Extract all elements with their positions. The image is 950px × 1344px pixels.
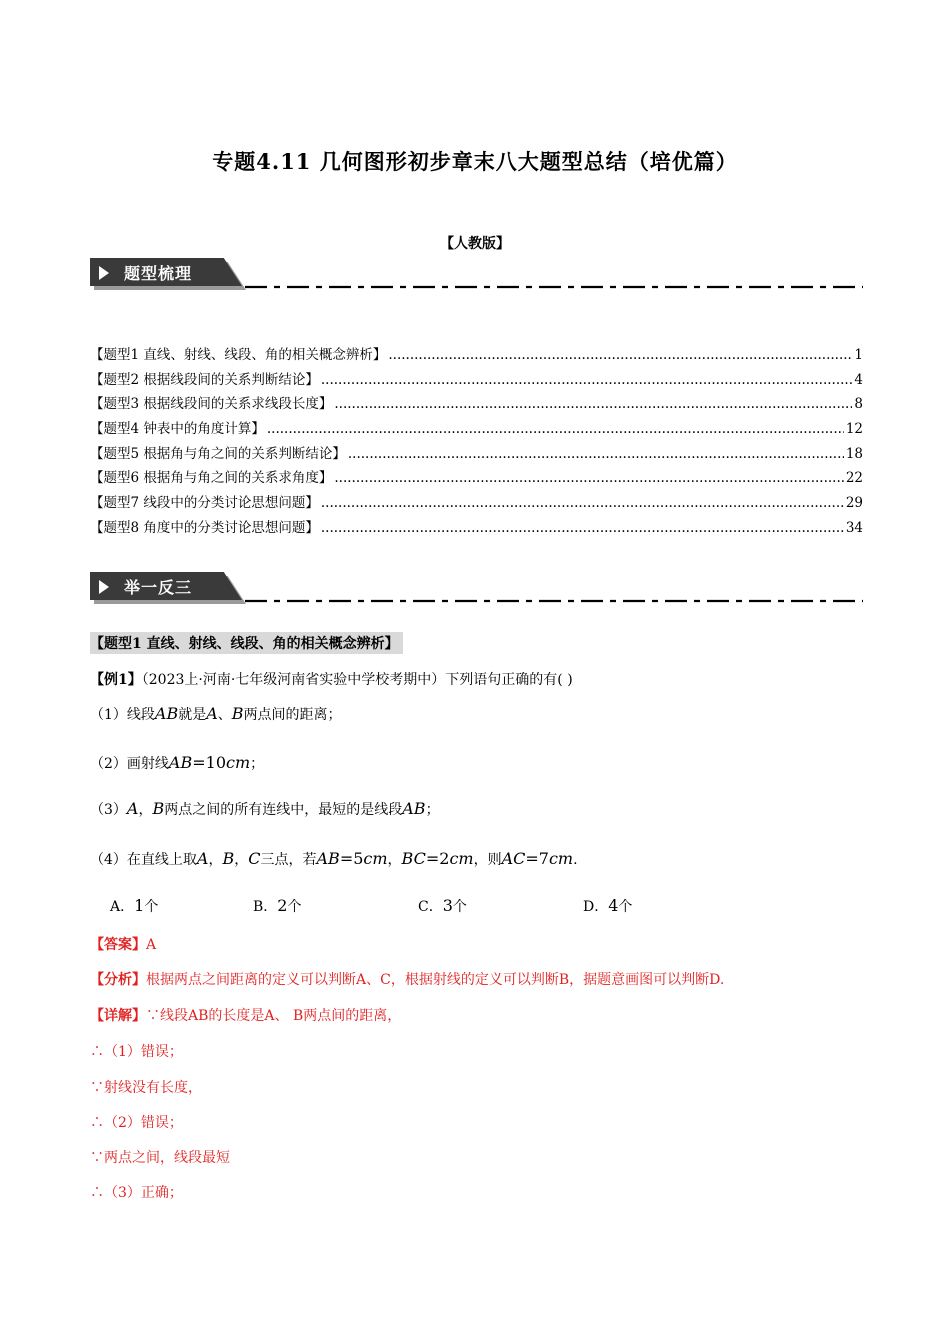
toc-item[interactable]: 【题型6 根据角与角之间的关系求角度】 ..... 22 — [90, 466, 863, 491]
option-b[interactable]: B．2个 — [253, 896, 302, 915]
solution-step: ∵两点之间，线段最短 — [90, 1150, 230, 1166]
dash-dot-divider — [245, 596, 865, 606]
solution-step: ∴（3）正确； — [90, 1185, 183, 1201]
toc-item[interactable]: 【题型5 根据角与角之间的关系判断结论】 ..... 18 — [90, 442, 863, 467]
solution-step: ∵射线没有长度， — [90, 1080, 202, 1096]
example-question: 【例1】（2023上·河南·七年级河南省实验中学校考期中）下列语句正确的有( ) — [90, 672, 573, 688]
solution-step: ∴（2）错误； — [90, 1115, 183, 1131]
section-heading: 【题型1 直线、射线、线段、角的相关概念辨析】 — [90, 632, 403, 654]
solution-step: ∴（1）错误； — [90, 1044, 183, 1060]
option-a[interactable]: A．1个 — [110, 896, 159, 915]
statement-3: （3）A，B两点之间的所有连线中，最短的是线段AB； — [90, 799, 440, 818]
edition-label: 【人教版】 — [440, 236, 510, 252]
banner-label: 举一反三 — [124, 578, 193, 597]
toc-item[interactable]: 【题型7 线段中的分类讨论思想问题】 ..... 29 — [90, 491, 863, 516]
table-of-contents — [90, 343, 863, 541]
detail-line: 【详解】∵线段AB的长度是A、 B两点间的距离， — [90, 1008, 402, 1024]
banner-label: 题型梳理 — [124, 264, 193, 283]
statement-1: （1）线段AB就是A、B两点间的距离； — [90, 704, 342, 723]
toc-item[interactable]: 【题型4 钟表中的角度计算】 ..... 12 — [90, 417, 863, 442]
toc-item[interactable]: 【题型2 根据线段间的关系判断结论】 ..... 4 — [90, 368, 863, 393]
dash-dot-divider — [245, 282, 865, 292]
toc-item[interactable]: 【题型8 角度中的分类讨论思想问题】 ..... 34 — [90, 516, 863, 541]
option-c[interactable]: C．3个 — [418, 896, 467, 915]
statement-2: （2）画射线AB=10cm； — [90, 753, 265, 772]
toc-item[interactable]: 【题型1 直线、射线、线段、角的相关概念辨析】 ..... 1 — [90, 343, 863, 368]
play-icon — [99, 580, 109, 594]
play-icon — [99, 266, 109, 280]
section-banner-examples — [90, 572, 865, 608]
analysis-line: 【分析】根据两点之间距离的定义可以判断A、C，根据射线的定义可以判断B，据题意画图可以判断D. — [90, 972, 725, 988]
option-d[interactable]: D．4个 — [583, 896, 633, 915]
page-title: 专题4.11 几何图形初步章末八大题型总结（培优篇） — [212, 149, 738, 174]
toc-item[interactable]: 【题型3 根据线段间的关系求线段长度】 ..... 8 — [90, 392, 863, 417]
section-banner-types — [90, 258, 865, 294]
answer-line: 【答案】A — [90, 937, 157, 953]
statement-4: （4）在直线上取A，B，C三点，若AB=5cm，BC=2cm，则AC=7cm. — [90, 849, 578, 868]
